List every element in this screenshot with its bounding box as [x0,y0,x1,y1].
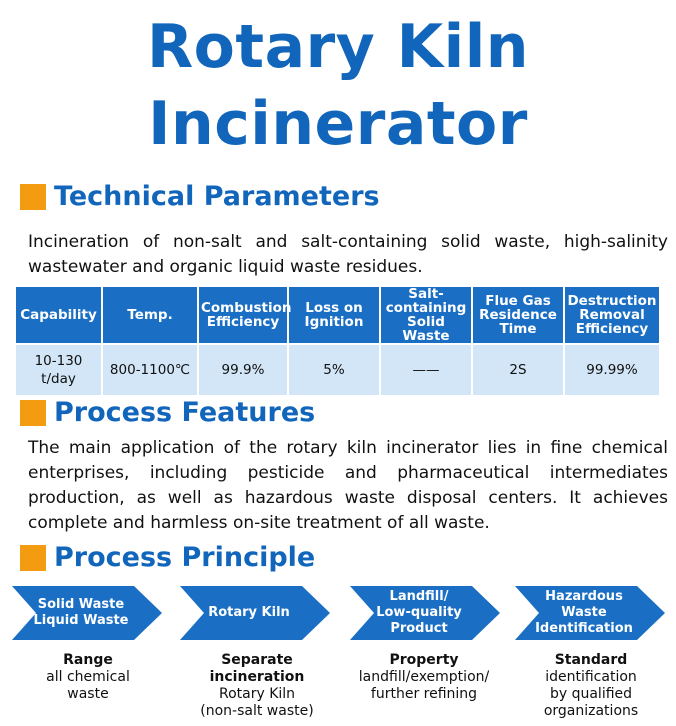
step-label-text: Landfill/ Low-quality Product [376,589,462,636]
info-detail: landfill/exemption/ further refining [358,669,490,702]
info-heading: Separate incineration [209,652,305,685]
info-heading: Standard [554,652,628,668]
process-step-input [12,586,162,640]
section-title: Technical Parameters [54,181,380,212]
info-detail: all chemical waste [46,669,130,702]
table-row [16,344,659,395]
table-cell: 2S [472,344,564,395]
page-title-line2: Incinerator [148,89,528,159]
process-step-identification [515,586,665,640]
process-flow [12,586,672,640]
process-features-heading [20,396,315,430]
process-step-kiln [180,586,330,640]
orange-square-icon [20,545,46,571]
features-description: The main application of the rotary kiln incinerator lies in fine chemical enterprises, including pesticide and pharmaceutical intermediates production, as well as hazardous waste disposal centers. It achieves complete and harmless on-site treatment of all waste. [28,438,668,533]
info-heading: Property [389,652,459,668]
table-cell: 99.99% [564,344,659,395]
table-cell: 99.9% [198,344,288,395]
table-cell: —— [380,344,472,395]
info-detail: Rotary Kiln (non-salt waste) [200,686,314,719]
table-cell: 800-1100℃ [102,344,198,395]
step-info-standard [507,652,675,720]
column-header: Combustion Efficiency [198,287,288,344]
section-title: Process Features [54,397,316,428]
parameters-table [16,287,659,395]
process-principle-heading [20,541,315,575]
step-info-range [4,652,172,703]
technical-description: Incineration of non-salt and salt-containing solid waste, high-salinity wastewater and organic liquid waste residues. [28,232,668,277]
process-step-output [350,586,500,640]
step-label [186,586,312,640]
page-title-line1: Rotary Kiln [146,12,530,82]
step-info-separate-incineration [173,652,341,720]
step-label-text: Hazardous Waste Identification [535,589,633,636]
table-cell: 10-130 t/day [16,344,102,395]
column-header: Capability [16,287,102,344]
column-header: Destruction Removal Efficiency [564,287,659,344]
step-label [356,586,482,640]
section-title: Process Principle [54,542,316,573]
table-header-row [16,287,659,344]
info-heading: Range [63,652,113,668]
step-info-property [340,652,508,703]
step-label [521,586,647,640]
step-label-text: Rotary Kiln [208,605,290,620]
column-header: Flue Gas Residence Time [472,287,564,344]
column-header: Loss on Ignition [288,287,380,344]
technical-parameters-heading [20,180,380,214]
orange-square-icon [20,184,46,210]
table-cell: 5% [288,344,380,395]
step-label-text: Solid Waste Liquid Waste [33,597,129,628]
column-header: Temp. [102,287,198,344]
orange-square-icon [20,400,46,426]
info-detail: identification by qualified organizations [543,669,639,719]
column-header: Salt-containing Solid Waste [380,287,472,344]
step-label [18,586,144,640]
